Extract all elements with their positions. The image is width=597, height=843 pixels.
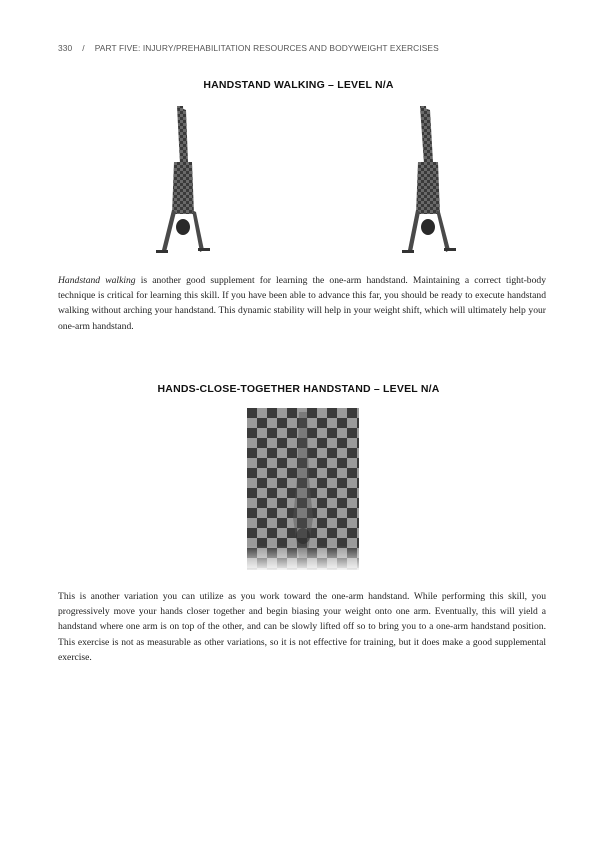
page-number: 330 <box>58 43 73 53</box>
handstand-walking-photo-left <box>150 102 220 262</box>
section-title-hands-close-together: HANDS-CLOSE-TOGETHER HANDSTAND – LEVEL N/A <box>157 383 440 395</box>
hands-close-together-photo <box>247 408 359 570</box>
hands-close-together-paragraph: This is another variation you can utilize as you work toward the one-arm handstand. While performing this skill, you progressively move your hands closer together and begin biasing your weight onto one arm. Eventually, this will yield a handstand where one arm is on top of the other, and can be slowly lifted off so to bring you to a one-arm handstand position. This exercise is not as measurable as other variations, so it is not effective for training, but it does make a good supplemental exercise. <box>58 591 546 663</box>
paragraph-lead-italic: Handstand walking <box>58 275 136 286</box>
handstand-walking-paragraph <box>58 273 546 334</box>
running-header <box>58 43 439 53</box>
part-title: PART FIVE: INJURY/PREHABILITATION RESOURCES AND BODYWEIGHT EXERCISES <box>94 43 439 53</box>
header-separator: / <box>82 43 85 53</box>
section-title-handstand-walking: HANDSTAND WALKING – LEVEL N/A <box>203 79 394 91</box>
handstand-walking-photo-right <box>400 102 470 262</box>
paragraph-rest: is another good supplement for learning the one-arm handstand. Maintaining a correct tight-body technique is critical for learning this skill. If you have been able to advance this far, you should be ready to execute handstand walking without arching your handstand. This dynamic stability will help in your weight shift, which will ultimately help your one-arm handstand. <box>58 275 546 332</box>
